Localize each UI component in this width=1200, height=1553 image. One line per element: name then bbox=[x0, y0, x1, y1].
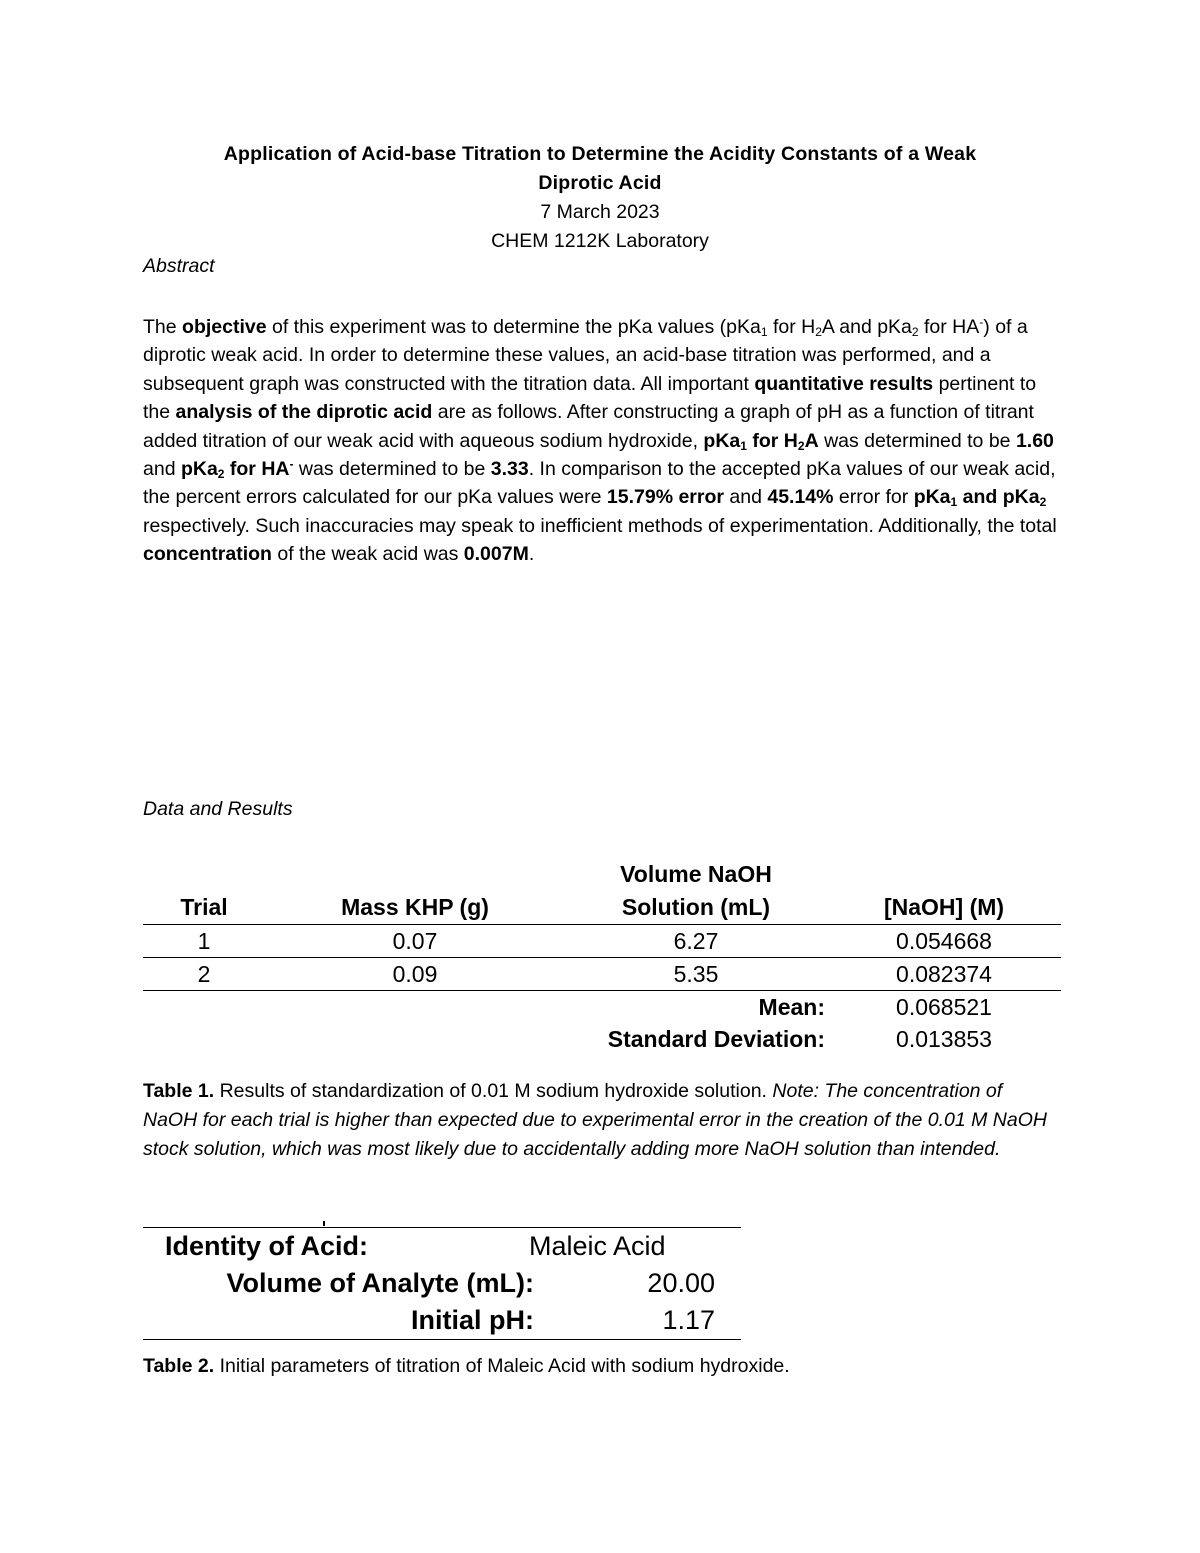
table2-caption: Table 2. Initial parameters of titration of Maleic Acid with sodium hydroxide. bbox=[143, 1355, 790, 1377]
document-header bbox=[120, 140, 1080, 256]
initial-ph-value: 1.17 bbox=[662, 1305, 715, 1335]
cell-naoh: 0.082374 bbox=[827, 958, 1061, 991]
titration-parameters-table bbox=[143, 1227, 741, 1340]
document-date: 7 March 2023 bbox=[540, 201, 660, 223]
col-header-volume-line1: Volume NaOH bbox=[620, 861, 772, 887]
cell-volume: 6.27 bbox=[565, 925, 827, 958]
table-row bbox=[143, 1265, 741, 1302]
table1-caption: Table 1. Results of standardization of 0.01 M sodium hydroxide solution. Note: The concentration of NaOH for each trial is higher than expected due to experimental error in the creation of the 0.01 M NaOH stock solution, which was most likely due to accidentally adding more NaOH solution than intended. bbox=[143, 1080, 1047, 1160]
standardization-table bbox=[143, 858, 1061, 1055]
analyte-volume-value: 20.00 bbox=[647, 1268, 715, 1298]
title-line-1: Application of Acid-base Titration to Determine the Acidity Constants of a Weak bbox=[223, 143, 977, 165]
sd-value: 0.013853 bbox=[896, 1026, 992, 1052]
table-row bbox=[143, 1228, 741, 1265]
table-rule-mark bbox=[323, 1221, 325, 1226]
sd-label: Standard Deviation: bbox=[607, 1026, 825, 1052]
cell-trial: 1 bbox=[143, 925, 265, 958]
cell-volume: 5.35 bbox=[565, 958, 827, 991]
course-name: CHEM 1212K Laboratory bbox=[491, 230, 709, 252]
title-line-2: Diprotic Acid bbox=[538, 172, 662, 194]
cell-naoh: 0.054668 bbox=[827, 925, 1061, 958]
initial-ph-label: Initial pH: bbox=[411, 1305, 535, 1335]
acid-identity-label: Identity of Acid: bbox=[165, 1231, 368, 1261]
col-header-volume-line2: Solution (mL) bbox=[565, 891, 827, 925]
col-header-mass: Mass KHP (g) bbox=[265, 891, 565, 925]
table-row bbox=[143, 925, 1061, 958]
col-header-naoh: [NaOH] (M) bbox=[827, 891, 1061, 925]
cell-mass: 0.09 bbox=[265, 958, 565, 991]
data-results-heading: Data and Results bbox=[143, 798, 293, 820]
mean-value: 0.068521 bbox=[896, 994, 992, 1020]
table-bottom-rule bbox=[143, 1339, 741, 1340]
analyte-volume-label: Volume of Analyte (mL): bbox=[226, 1268, 535, 1298]
col-header-trial: Trial bbox=[143, 891, 265, 925]
abstract-paragraph: The objective of this experiment was to determine the pKa values (pKa$_1$ for $H_2A$ and pKa$_2$ for HA-) of a diprotic weak acid. In order to determine these values, an acid-base titration was performed, and a subsequent graph was constructed with the titration data. All important quantitative results pertinent to the analysis of the diprotic acid are as follows. After constructing a graph of pH as a function of titrant added titration of our weak acid with aqueous sodium hydroxide, pKa$_1$ for $H_2A$ was determined to be 1.60 and pKa$_2$ for HA- was determined to be 3.33. In comparison to the accepted pKa values of our weak acid, the percent errors calculated for our pKa values were 15.79% error and 45.14% error for pKa$_1$ and pKa$_2$ respectively. Such inaccuracies may speak to inefficient methods of experimentation. Additionally, the total concentration of the weak acid was 0.007M. bbox=[143, 315, 1057, 566]
cell-trial: 2 bbox=[143, 958, 265, 991]
table-row bbox=[143, 1302, 741, 1339]
mean-label: Mean: bbox=[758, 994, 825, 1020]
cell-mass: 0.07 bbox=[265, 925, 565, 958]
mean-row bbox=[143, 991, 1061, 1024]
sd-row bbox=[143, 1023, 1061, 1055]
table-row bbox=[143, 958, 1061, 991]
acid-identity-value: Maleic Acid bbox=[529, 1231, 666, 1261]
abstract-heading: Abstract bbox=[143, 255, 215, 277]
